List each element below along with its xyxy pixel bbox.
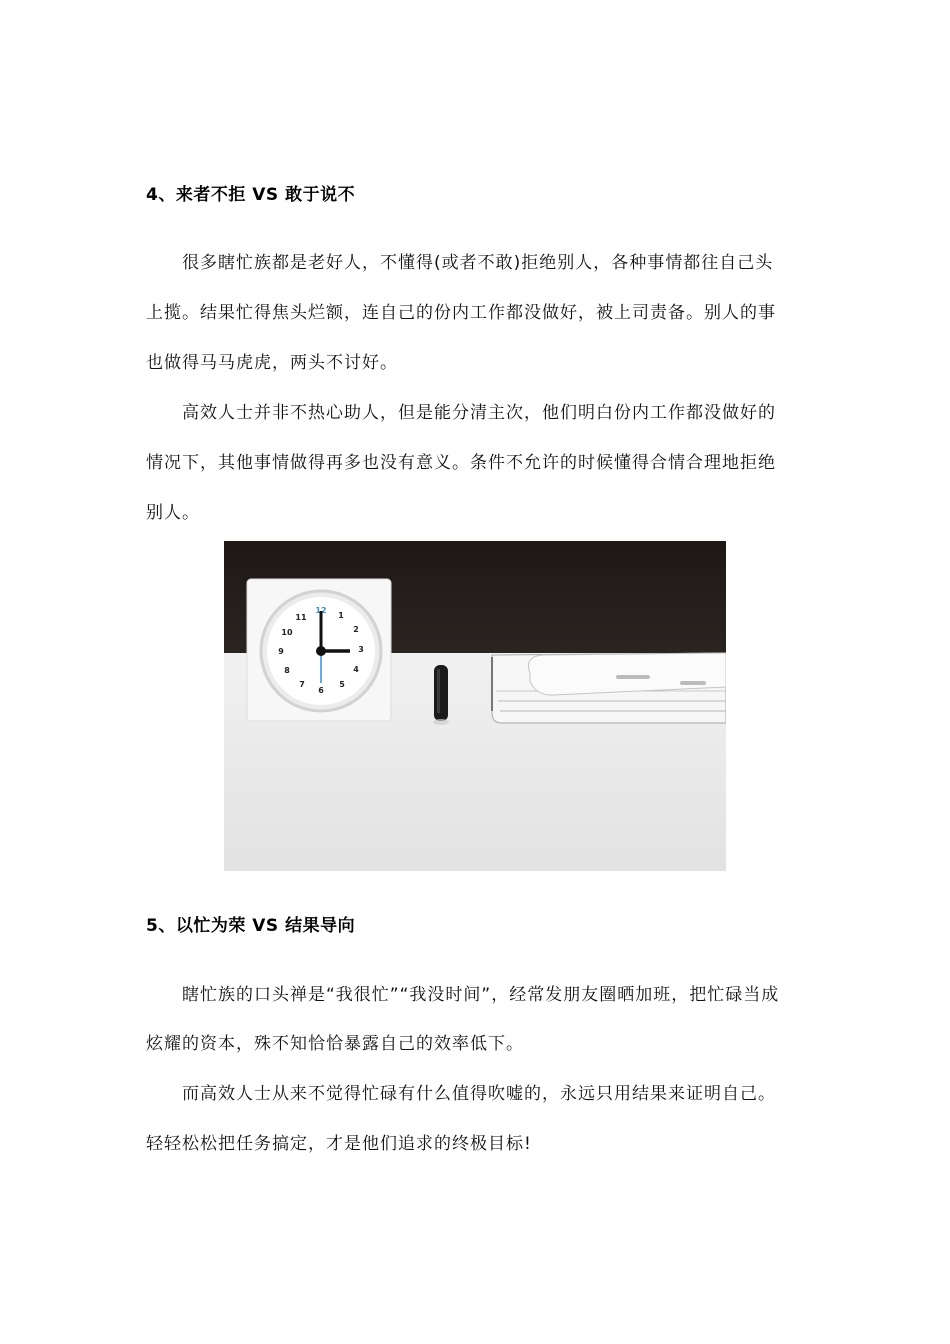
clock-number-6: 6 bbox=[318, 686, 324, 695]
clock-number-8: 8 bbox=[284, 666, 290, 675]
clock-number-11: 11 bbox=[295, 613, 307, 622]
section-5-line-4: 轻轻松松把任务搞定，才是他们追求的终极目标! bbox=[146, 1134, 532, 1154]
clock-number-9: 9 bbox=[278, 647, 284, 656]
section-5-line-1: 瞎忙族的口头禅是“我很忙”“我没时间”，经常发朋友圈晒加班，把忙碌当成 bbox=[182, 985, 780, 1005]
pen-icon bbox=[433, 665, 449, 725]
clock-number-5: 5 bbox=[339, 680, 345, 689]
section-4-line-1: 很多瞎忙族都是老好人，不懂得(或者不敢)拒绝别人，各种事情都往自己头 bbox=[182, 253, 774, 273]
clock-number-2: 2 bbox=[353, 625, 359, 634]
clock-number-1: 1 bbox=[338, 611, 344, 620]
clock-number-7: 7 bbox=[299, 680, 305, 689]
section-5-line-3: 而高效人士从来不觉得忙碌有什么值得吹嘘的，永远只用结果来证明自己。 bbox=[182, 1084, 776, 1104]
section-5-line-2: 炫耀的资本，殊不知恰恰暴露自己的效率低下。 bbox=[146, 1034, 524, 1054]
section-4-line-4: 高效人士并非不热心助人，但是能分清主次，他们明白份内工作都没做好的 bbox=[182, 403, 776, 423]
desk-clock-illustration bbox=[224, 541, 726, 871]
clock-icon bbox=[247, 579, 391, 721]
clock-number-3: 3 bbox=[358, 645, 364, 654]
clock-number-12: 12 bbox=[315, 606, 327, 615]
section-5-heading: 5、以忙为荣 VS 结果导向 bbox=[146, 916, 356, 936]
section-4-line-6: 别人。 bbox=[146, 503, 200, 523]
desk-clock-photo bbox=[224, 541, 726, 871]
clock-number-10: 10 bbox=[281, 628, 293, 637]
section-4-line-5: 情况下，其他事情做得再多也没有意义。条件不允许的时候懂得合情合理地拒绝 bbox=[146, 453, 776, 473]
section-4-heading: 4、来者不拒 VS 敢于说不 bbox=[146, 185, 356, 205]
clock-number-4: 4 bbox=[353, 665, 359, 674]
section-4-line-3: 也做得马马虎虎，两头不讨好。 bbox=[146, 353, 398, 373]
section-4-line-2: 上揽。结果忙得焦头烂额，连自己的份内工作都没做好，被上司责备。别人的事 bbox=[146, 303, 776, 323]
tablet-icon bbox=[529, 653, 727, 695]
